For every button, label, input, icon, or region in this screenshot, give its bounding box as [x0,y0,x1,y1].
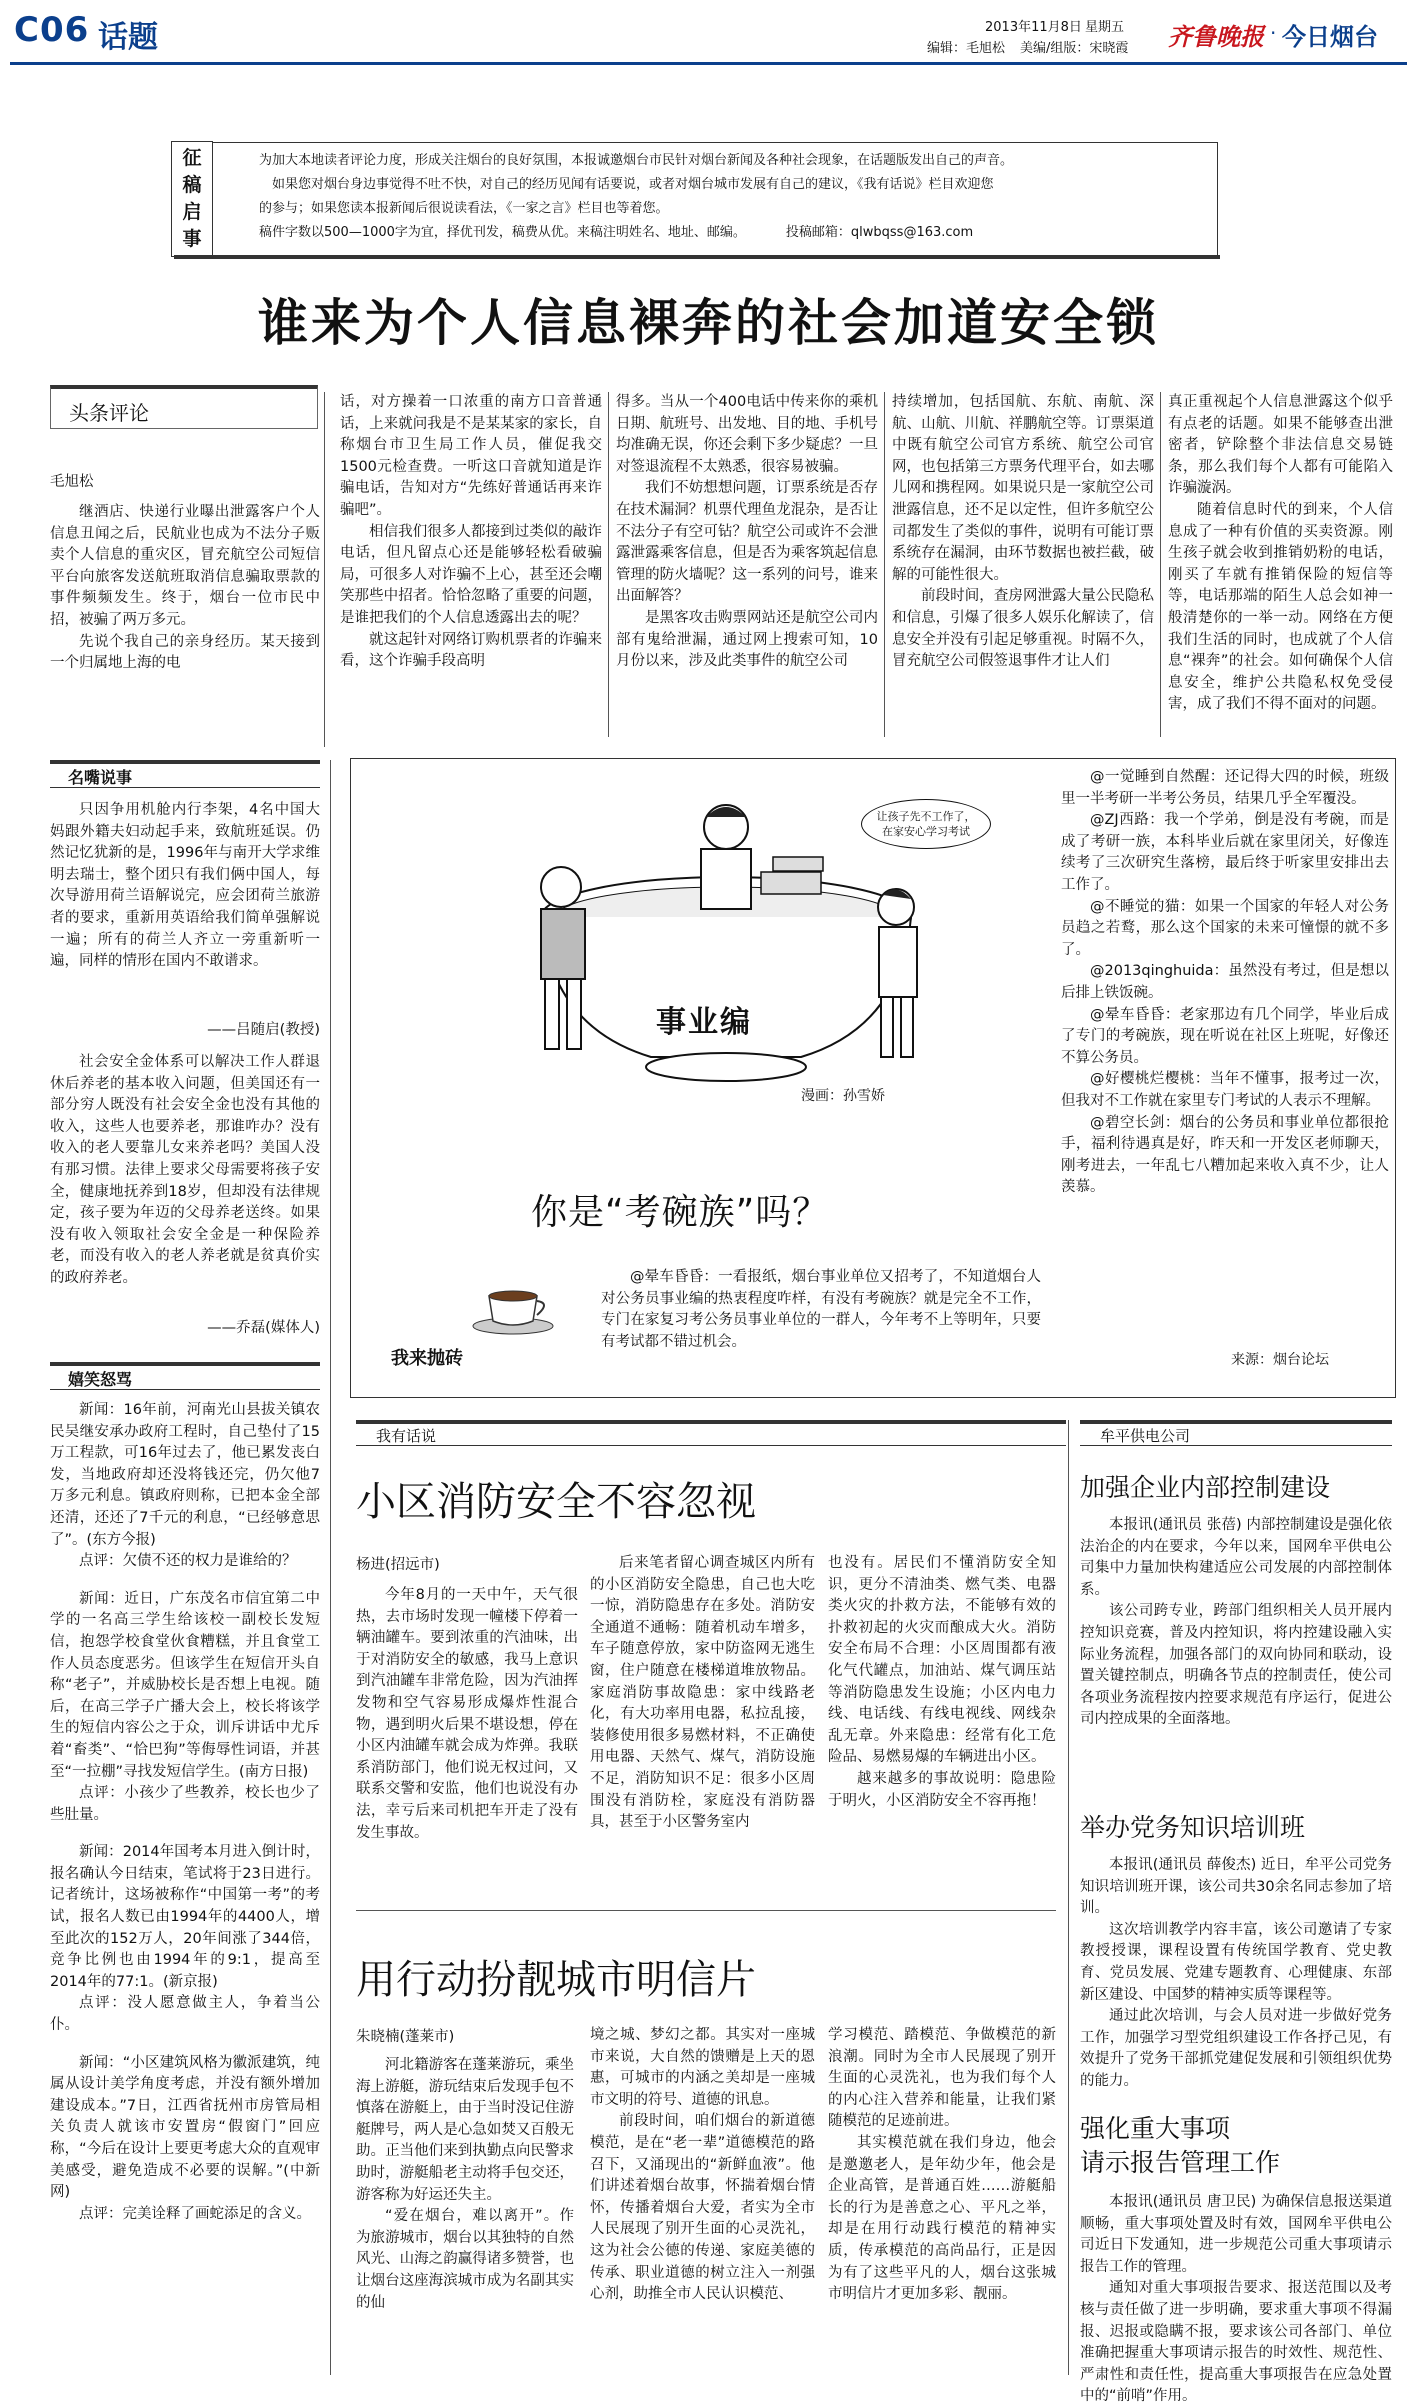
speech-bubble-line: 在家安心学习考试 [882,825,970,838]
paragraph: 我们不妨想想问题，订票系统是否存在技术漏洞？机票代理鱼龙混杂，是否让不法分子有空可钻？航空公司或许不会泄露泄露乘客信息，但是否为乘客筑起信息管理的防火墙呢？这一系列的问号，谁来出面解答？ [616,480,878,605]
column-divider [608,392,609,737]
paragraph: 前段时间，咱们烟台的新道德模范，是在“老一辈”道德模范的路召下，又涌现出的“新鲜血液”。他们讲述着烟台故事，怀揣着烟台情怀，传播着烟台大爱，者实为全市人民展现了别开生面的心灵洗礼，这为社会公德的传递、家庭美德的传承、职业道德的树立注入一剂强心剂，助推全市人民认识模范、 [590,2113,815,2303]
xixiao-list [50,1400,320,2375]
right-article-3-title: 强化重大事项 请示报告管理工作 [1080,2114,1281,2177]
brand-edition: 今日烟台 [1282,23,1378,51]
comment: @好樱桃烂樱桃：当年不懂事，报考过一次，但我对不工作就在家里专门考试的人表示不理解。 [1061,1071,1389,1109]
notice-tag-char: 稿 [182,174,202,196]
notice-line: 如果您对烟台身边事觉得不吐不快，对自己的经历见闻有话要说，或者对烟台城市发展有自己的建议，《我有话说》栏目欢迎您 [272,177,994,192]
comment: @ZJ西路：我一个学弟，倒是没有考碗，而是成了考研一族，本科毕业后就在家里闭关，好像连续考了三次研究生落榜，最后终于听家里安排出去工作了。 [1061,812,1389,893]
paragraph: 通过此次培训，与会人员对进一步做好党务工作，加强学习型党组织建设工作各抒己见，有效提升了党务干部抓党建促发展和引领组织优势的能力。 [1080,2008,1392,2089]
paragraph: 随着信息时代的到来，个人信息成了一种有价值的买卖资源。刚生孩子就会收到推销奶粉的电话，刚买了车就有推销保险的短信等等，电话那端的陌生人总会如神一般清楚你的一举一动。网络在方便我们生活的同时，也成就了个人信息“裸奔”的社会。如何确保个人信息安全，维护公共隐私权免受侵害，成了我们不得不面对的问题。 [1168,501,1393,713]
issue-date: 2013年11月8日 [985,20,1082,35]
lead-headline: 谁来为个人信息裸奔的社会加道安全锁 [258,294,1159,352]
lead-label: 头条评论 [69,401,149,425]
paragraph: 这次培训教学内容丰富，该公司邀请了专家教授授课，课程设置有传统国学教育、党史教育、党员发展、党建专题教育、心理健康、东部新区建设、中国梦的精神实质等课程等。 [1080,1921,1392,2003]
paragraph: 就这起针对网络订购机票者的诈骗来看，这个诈骗手段高明 [340,631,602,670]
notice-tag [171,141,213,257]
right-article-1-title: 加强企业内部控制建设 [1080,1473,1331,1502]
section-rule [356,1910,1056,1911]
paragraph: 真正重视起个人信息泄露这个似乎有点老的话题。如果不能够查出泄密者，铲除整个非法信息交易链条，那么我们每个人都有可能陷入诈骗漩涡。 [1168,394,1393,497]
comment: @2013qinghuida：虽然没有考过，但是想以后排上铁饭碗。 [1061,963,1389,1001]
news-item: 新闻：16年前，河南光山县拔关镇农民吴继安承办政府工程时，自己垫付了15万工程款，可16年过去了，他已累发丧白发，当地政府却还没将钱还完，仍欠他7万多元利息。镇政府则称，已把本金全部还清，还还了7千元的利息，“已经够意思了”。(东方今报) [50,1402,320,1548]
coffee-cup-icon [471,1281,561,1336]
right-article-2-text [1080,1855,1392,2097]
lead-label-box [50,385,318,429]
paragraph: 前段时间，査房网泄露大量公民隐私和信息，引爆了很多人娱乐化解读了，信息安全并没有引起足够重视。时隔不久，冒充航空公司假签退事件才让人们 [892,588,1154,670]
column-divider [884,392,885,737]
paragraph: 持续增加，包括国航、东航、南航、深航、山航、川航、祥鹏航空等。订票渠道中既有航空公司官方系统、航空公司官网，也包括第三方票务代理平台，如去哪儿网和携程网。如果说只是一家航空公司泄露信息，还不足以定性，但许多航空公司都发生了类似的事件，说明有可能订票系统存在漏洞，由环节数据也被拦截，破解的可能性很大。 [892,394,1154,583]
paragraph: 也没有。居民们不懂消防安全知识，更分不清油类、燃气类、电器类火灾的扑救方法，不能够有效的扑救初起的火灾而酿成大火。消防安全布局不合理：小区周围都有液化气代罐点，加油站、煤气调压站等消防隐患发生设施；小区内电力线、电话线、有线电视线、网线杂乱无章。外来隐患：经常有化工危险品、易燃易爆的车辆进出小区。 [828,1555,1056,1766]
comment-list [1061,767,1389,1342]
call-for-papers-box [172,142,1218,256]
news-item: 新闻：2014年国考本月进入倒计时，报名确认今日结束，笔试将于23日进行。记者统计，这场被称作“中国第一考”的考试，报名人数已由1994年的4400人，增至此次的152万人，20年间涨了344倍，竞争比例也由1994年的9:1，提高至2014年的77:1。(新京报) [50,1844,320,1990]
paragraph: 越来越多的事故说明：隐患险于明火，小区消防安全不容再拖！ [828,1770,1056,1809]
column-divider [330,760,331,2375]
fire-col-2 [590,1553,815,1890]
issue-weekday: 星期五 [1085,20,1125,35]
fire-label-bar [356,1420,1066,1446]
mingzui-label-box [50,760,320,788]
paragraph: 后来笔者留心调查城区内所有的小区消防安全隐患，自己也大吃一惊，消防隐患存在多处。消防安全通道不通畅：随着机动车增多，车子随意停放，家中防盗网无逃生窗，住户随意在楼梯道堆放物品。家庭消防事故隐患：家中线路老化，有大功率用电器，私拉乱接，装修使用很多易燃材料，不正确使用电器、天然气、煤气，消防设施不足，消防知识不足：很多小区周围没有消防栓，家庭没有消防器具，甚至于小区警务室内 [590,1555,815,1831]
city-col-3 [828,2025,1056,2375]
paragraph: 本报讯(通讯员 唐卫民) 为确保信息报送渠道顺畅，重大事项处置及时有效，国网牟平供电公司近日下发通知，进一步规范公司重大事项请示报告工作的管理。 [1080,2194,1392,2275]
city-author: 朱晓楠(蓬莱市) [356,2029,455,2045]
brick-text: @晕车昏昏：一看报纸，烟台事业单位又招考了，不知道烟台人对公务员事业编的热衷程度咋样，有没有考碗族？就是完全不工作，专门在家复习考公务员事业单位的一群人，今年考不上等明年，只要有考试都不错过机会。 [601,1269,1041,1350]
notice-line: 的参与；如果您读本报新闻后很说读看法，《一家之言》栏目也等着您。 [259,201,669,216]
paragraph: 继酒店、快递行业曝出泄露客户个人信息丑闻之后，民航业也成为不法分子贩卖个人信息的重灾区，冒充航空公司短信平台向旅客发送航班取消信息骗取票款的事件频频发生。终于，烟台一位市民中招，被骗了两万多元。 [50,504,320,628]
lead-col-4 [892,392,1154,737]
news-comment: 点评：欠债不还的权力是谁给的？ [79,1553,297,1570]
column-divider [1068,1420,1069,2375]
column-divider [324,392,325,747]
brick-label: 我来抛砖 [391,1348,463,1369]
news-item: 新闻：“小区建筑风格为徽派建筑，纯属从设计美学角度考虑，并没有额外增加建设成本。”7日，江西省抚州市房管局相关负责人就该市安置房“假窗门”回应称，“今后在设计上要更考虑大众的直观审美感受，避免造成不必要的误解。”(中新网) [50,2054,320,2201]
paragraph: 话，对方操着一口浓重的南方口音普通话，上来就问我是不是某某家的家长，自称烟台市卫生局工作人员，催促我交1500元检查费。一听这口音就知道是诈骗电话，告知对方“先练好普通话再来诈骗吧”。 [340,394,602,518]
comment-source: 来源：烟台论坛 [1231,1352,1329,1368]
lead-col-2 [340,392,602,737]
comment: @晕车昏昏：老家那边有几个同学，毕业后成了专门的考碗族，现在听说在社区上班呢，好像还不算公务员。 [1061,1006,1389,1066]
mingzui-text-1 [50,800,320,1018]
mingzui-signature-1: ——吕随启(教授) [207,1022,320,1038]
mingzui-signature-2: ——乔磊(媒体人) [207,1320,320,1336]
paragraph: 境之城、梦幻之都。其实对一座城市来说，大自然的馈赠是上天的恩惠，可城市的内涵之美却是一座城市文明的符号、道德的讯息。 [590,2027,815,2108]
news-comment: 点评：没人愿意做主人，争着当公仆。 [50,1995,320,2034]
mingzui-label: 名嘴说事 [68,768,133,787]
xixiao-label: 嬉笑怒骂 [68,1370,133,1389]
paragraph: 得多。当从一个400电话中传来你的乘机日期、航班号、出发地、目的地、手机号均准确无误，你还会剩下多少疑虑？一旦对签退流程不太熟悉，很容易被骗。 [616,394,878,475]
news-comment: 点评：完美诠释了画蛇添足的含义。 [79,2205,311,2222]
paragraph: 社会安全金体系可以解决工作人群退休后养老的基本收入问题，但美国还有一部分穷人既没有社会安全金也没有其他的收入，这些人也要养老，那谁咋办？没有收入的老人要靠儿女来养老吗？美国人没有那习惯。法律上要求父母需要将孩子安全，健康地抚养到18岁，但却没有法律规定，孩子要为年迈的父母养老送终。如果没有收入领取社会安全金是一种保险养老，而没有收入的老人养老就是贫真价实的政府养老。 [50,1054,320,1286]
right-label: 牟平供电公司 [1100,1427,1191,1445]
section-name: 话题 [98,20,158,55]
news-item: 新闻：近日，广东茂名市信宜第二中学的一名高三学生给该校一副校长发短信，抱怨学校食堂伙食糟糕，并且食堂工作人员态度恶劣。但该学生在短信开头自称“老子”，并威胁校长是否想上电视。随后，在高三学子广播大会上，校长将该学生的短信内容公之于众，训斥讲话中尤斥着“畜类”、“恰巴狗”等侮辱性词语，并甚至“一拉棚”寻找发短信学生。(南方日报) [50,1590,320,1780]
paragraph: 通知对重大事项报告要求、报送范围以及考核与责任做了进一步明确，要求重大事项不得漏报、迟报或隐瞒不报，要求该公司各部门、单位准确把握重大事项请示报告的时效性、规范性、严肃性和责任性，提高重大事项报告在应急处置中的“前哨”作用。 [1080,2280,1392,2405]
notice-email[interactable]: 投稿邮箱：qlwbqss@163.com [785,225,974,240]
bowl-label: 事业编 [656,1005,752,1040]
paragraph: “爱在烟台，难以离开”。作为旅游城市，烟台以其独特的自然风光、山海之韵赢得诸多赞誉，也让烟台这座海滨城市成为名副其实的仙 [356,2208,574,2311]
paragraph: 河北籍游客在蓬莱游玩，乘坐海上游艇，游玩结束后发现手包不慎落在游艇上，由于当时没记住游艇牌号，两人是心急如焚又百般无助。正当他们来到执勤点向民警求助时，游艇船老主动将手包交还，游客称为好运还失主。 [356,2057,574,2203]
header-rule [10,62,1407,65]
paragraph: 今年8月的一天中午，天气很热，去市场时发现一幢楼下停着一辆油罐车。要到浓重的汽油味，出于对消防安全的敏感，我马上意识到汽油罐车非常危险，因为汽油挥发物和空气容易形成爆炸性混合物，遇到明火后果不堪设想，停在小区内油罐车就会成为炸弹。我联系消防部门，他们说无权过问，又联系交警和安监，他们也说没有办法，幸亏后来司机把车开走了没有发生事故。 [356,1587,578,1841]
lead-col-3 [616,392,878,737]
news-comment: 点评：小孩少了些教养，校长也少了些肚量。 [50,1785,320,1823]
right-article-3-text [1080,2192,1392,2405]
paragraph: 其实模范就在我们身边，他会是邀邀老人，是年幼少年，他会是企业高管，是普通百姓……游艇船长的行为是善意之心、平凡之举，却是在用行动践行模范的精神实质，传承模范的高尚品行，正是因为有了这些平凡的人，烟台这张城市明信片才更加多彩、靓丽。 [828,2134,1056,2303]
paragraph: 是黑客攻击购票网站还是航空公司内部有鬼给泄漏，通过网上搜索可知，10月份以来，涉及此类事件的航空公司 [616,609,878,670]
mingzui-text-2 [50,1052,320,1312]
cartoon-title: 你是“考碗族”吗？ [531,1192,830,1233]
right-article-2-title: 举办党务知识培训班 [1080,1813,1306,1842]
cartoon-feature-box [350,758,1396,1398]
paragraph: 相信我们很多人都接到过类似的敲诈电话，但凡留点心还是能够轻松看破骗局，可很多人对诈骗不上心，甚至还会嘲笑那些中招者。恰恰忽略了重要的问题，是谁把我们的个人信息透露出去的呢？ [340,523,602,626]
speech-bubble [861,799,991,849]
art-editor-credit: 美编/组版：宋晓霞 [1020,41,1129,56]
comment: @碧空长剑：烟台的公务员和事业单位都很抢手，福利待遇真是好，昨天和一开发区老师聊天，刚考进去，一年乱七八糟加起来收入真不少，让人羡慕。 [1061,1114,1389,1196]
speech-bubble-line: 让孩子先不工作了， [876,810,976,823]
notice-tag-char: 征 [182,147,202,169]
city-col-2 [590,2025,815,2375]
column-divider [1160,392,1161,737]
cartoon-credit: 漫画：孙雪娇 [801,1088,885,1104]
right-article-1-text [1080,1515,1392,1795]
lead-author: 毛旭松 [50,474,94,490]
right-label-bar [1080,1420,1392,1446]
notice-line: 稿件字数以500—1000字为宜，择优刊发，稿费从优。来稿注明姓名、地址、邮编。 投稿邮箱：qlwbqss@163.com [259,225,974,240]
paragraph: 只因争用机舱内行李架，4名中国大妈跟外籍夫妇动起手来，致航班延误。仍然记忆犹新的是，1996年与南开大学求维明去瑞士，整个团只有我们俩中国人，每次导游用荷兰语解说完，应会团荷兰旅游者的要求，重新用英语给我们简单强解说一遍；所有的荷兰人齐立一旁重新听一遍，同样的情形在国内不敢谱求。 [50,802,320,970]
notice-tag-char: 启 [182,201,202,223]
fire-title: 小区消防安全不容忽视 [356,1479,756,1525]
paragraph: 该公司跨专业，跨部门组织相关人员开展内控知识竞赛，普及内控知识，将内控建设融入实际业务流程，加强各部门的双向协同和联动，设置关键控制点，明确各节点的控制责任，使公司各项业务流程按内控要求规范有序运行，促进公司内控成果的全面落地。 [1080,1603,1392,1728]
lead-col-5 [1168,392,1393,737]
fire-col-1 [356,1585,578,1890]
editor-credit: 编辑：毛旭松 [927,41,1006,56]
page-number: C06 [14,10,90,50]
city-col-1 [356,2055,574,2375]
notice-line: 为加大本地读者评论力度，形成关注烟台的良好氛围，本报诚邀烟台市民针对烟台新闻及各种社会现象，在话题版发出自己的声音。 [259,153,1014,168]
paragraph: 本报讯(通讯员 张蓓) 内部控制建设是强化依法治企的内在要求，今年以来，国网牟平供电公司集中力量加快构建适应公司发展的内部控制体系。 [1080,1517,1392,1598]
notice-tag-char: 事 [182,228,202,250]
paragraph: 学习模范、踏模范、争做模范的新浪潮。同时为全市人民展现了别开生面的心灵洗礼，也为我们每个人的内心注入营养和能量，让我们紧随模范的足迹前进。 [828,2027,1056,2130]
city-title: 用行动扮靓城市明信片 [356,1957,756,2003]
lead-col-1 [50,502,320,742]
paragraph: 本报讯(通讯员 薛俊杰) 近日，牟平公司党务知识培训班开课，该公司共30余名同志参加了培训。 [1080,1857,1392,1917]
brand-dot: · [1270,21,1277,45]
fire-label: 我有话说 [376,1427,437,1445]
paragraph: 先说个我自己的亲身经历。某天接到一个归属地上海的电 [50,633,320,672]
comment: @不睡觉的猫：如果一个国家的年轻人对公务员趋之若鹜，那么这个国家的未来可憧憬的就不多了。 [1061,898,1389,958]
comment: @一觉睡到自然醒：还记得大四的时候，班级里一半考研一半考公务员，结果几乎全军覆没。 [1061,769,1389,807]
page-header [0,0,1417,72]
xixiao-label-box [50,1362,320,1390]
fire-col-3 [828,1553,1056,1890]
fire-author: 杨进(招远市) [356,1557,440,1573]
notice-box-shadow [174,255,1220,259]
brand-logo: 齐鲁晚报 [1168,23,1264,51]
